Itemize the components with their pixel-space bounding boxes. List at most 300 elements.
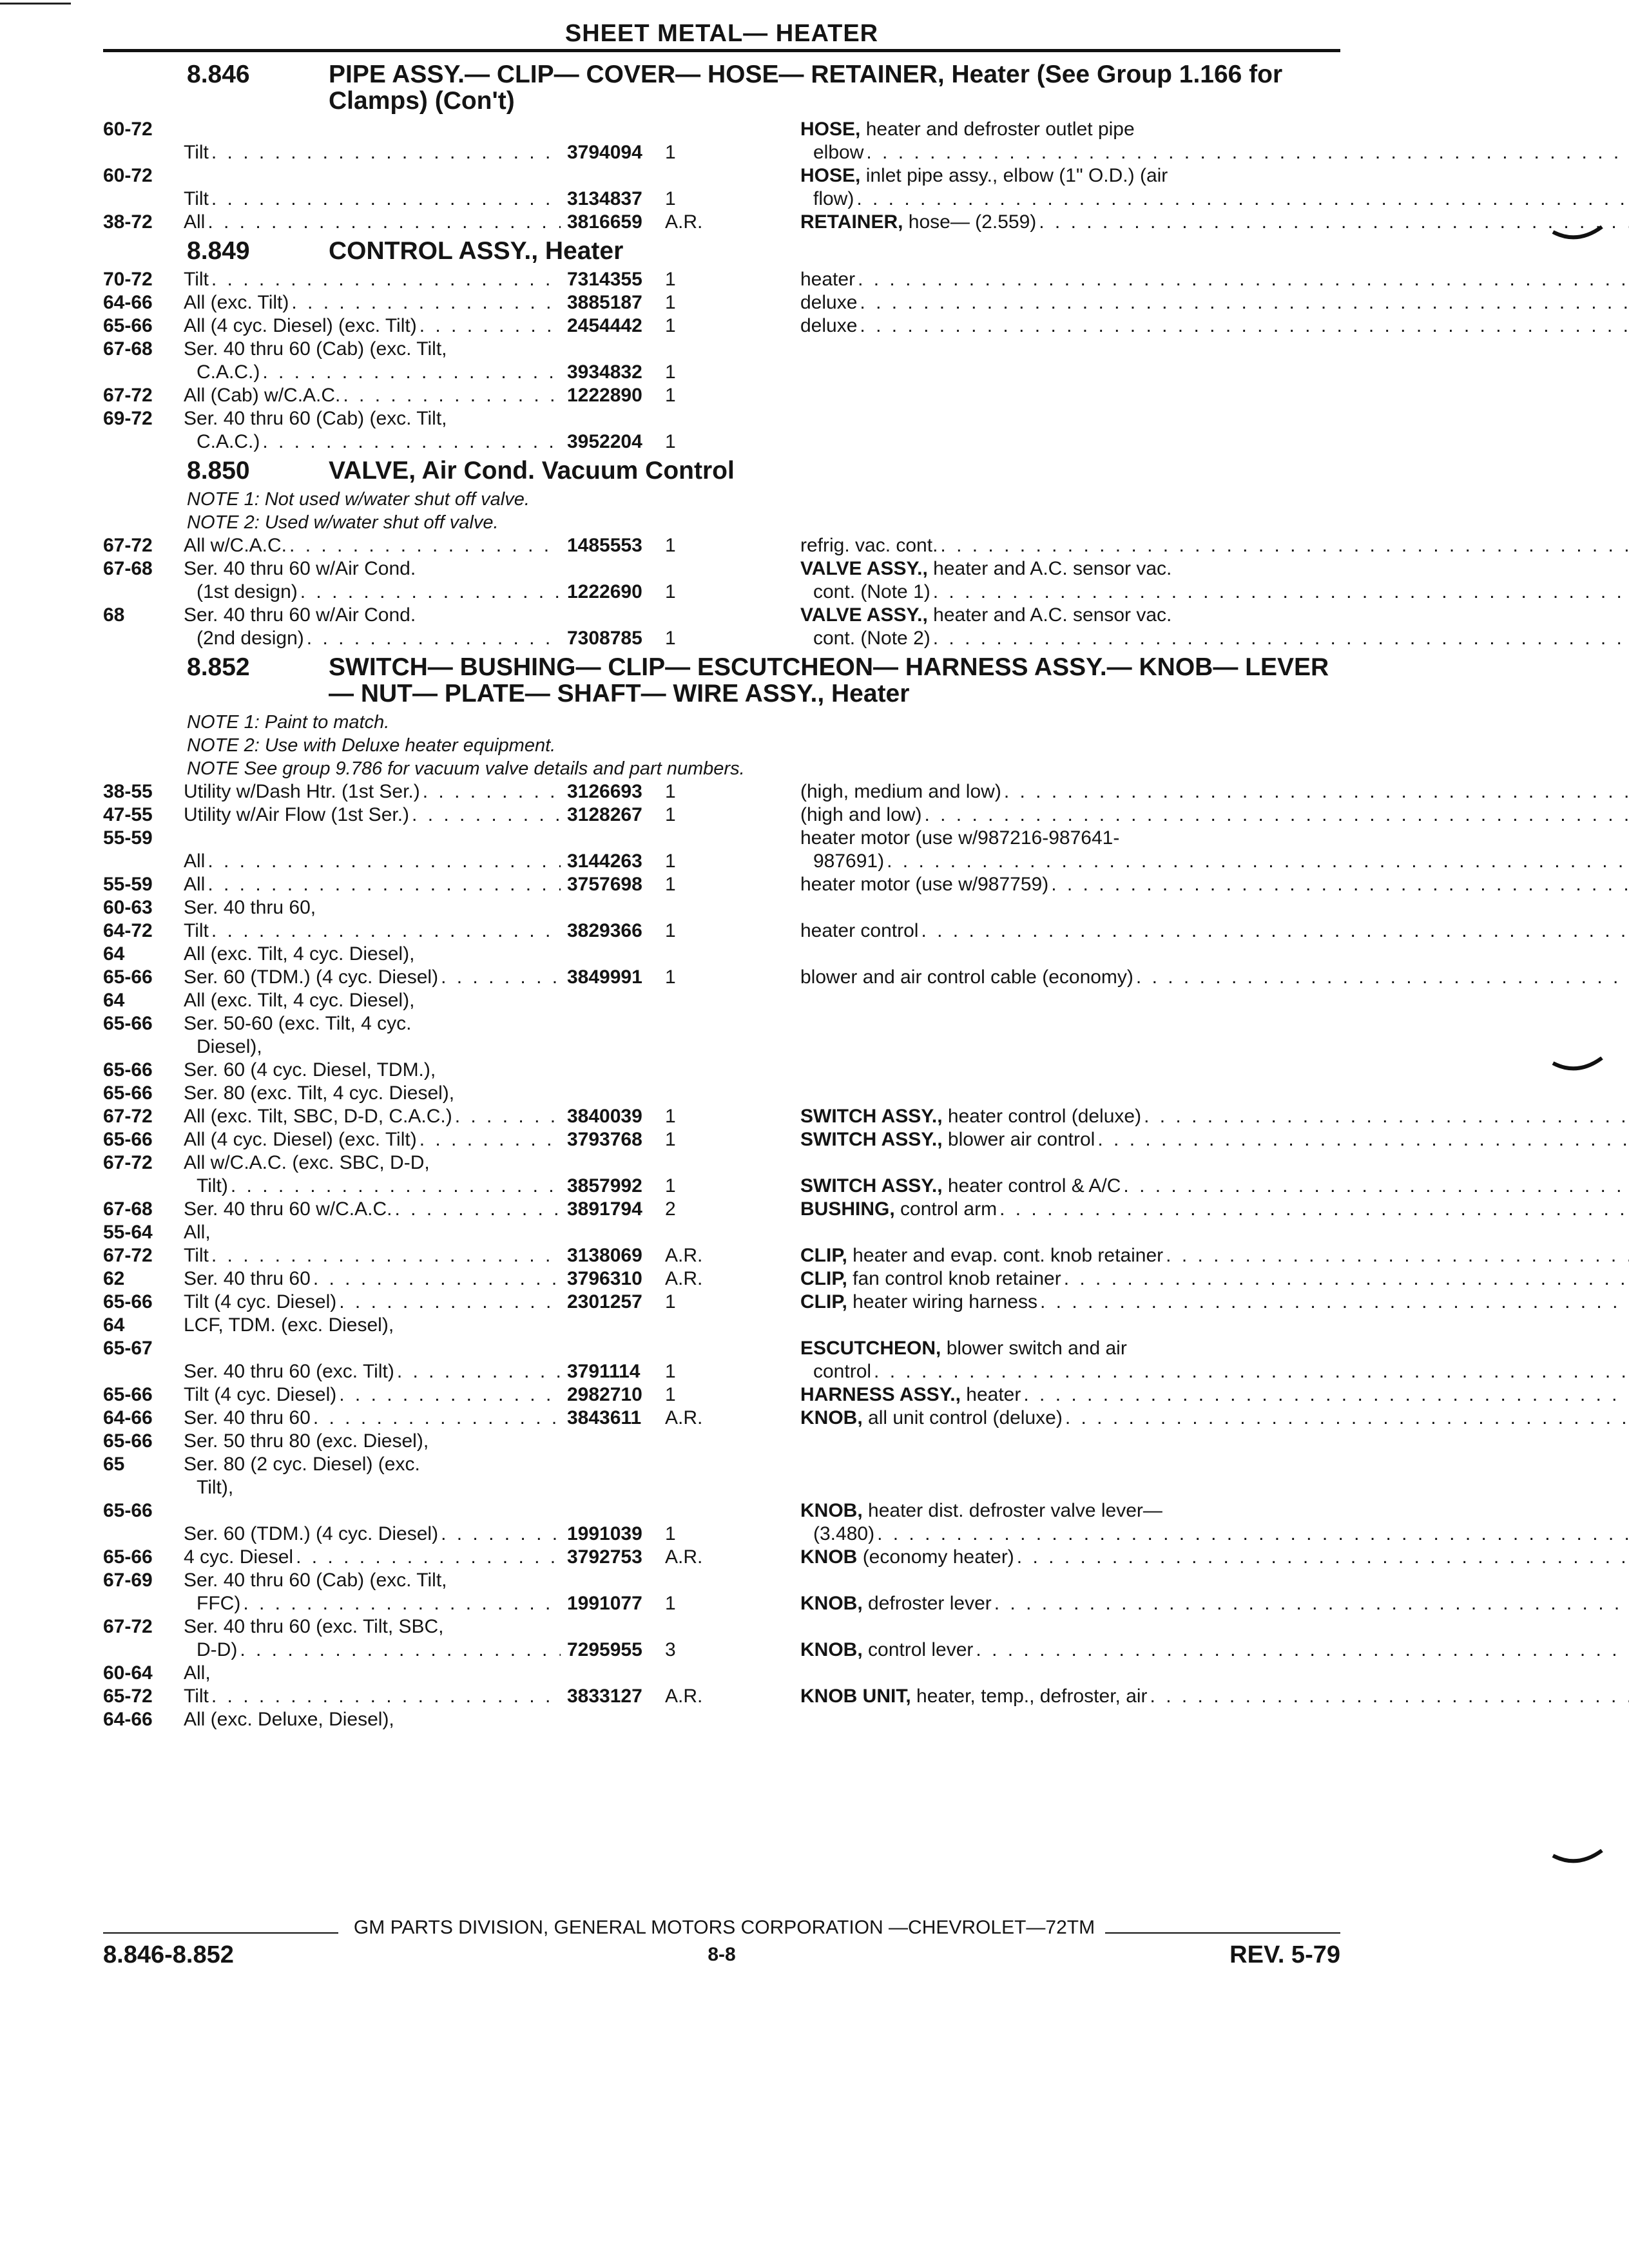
quantity: 1 <box>665 315 676 336</box>
description-text <box>800 1128 1095 1151</box>
part-number: 3833127 <box>567 1686 642 1707</box>
quantity: 3 <box>665 1639 676 1660</box>
part-number: 1991077 <box>567 1593 642 1614</box>
dot-leader <box>394 1198 561 1221</box>
model-line <box>184 966 561 989</box>
model-applicability <box>184 1685 567 1708</box>
model-applicability <box>184 803 567 827</box>
model-applicability <box>184 1546 567 1569</box>
model-text: Tilt) <box>197 1175 228 1196</box>
model-text: Ser. 60 (TDM.) (4 cyc. Diesel) <box>184 1523 439 1544</box>
section-8-849 <box>103 238 1340 454</box>
description-body: heater control <box>800 920 919 941</box>
model-text: Ser. 40 thru 60 (exc. Tilt) <box>184 1361 394 1382</box>
description-body: control lever <box>868 1639 974 1660</box>
part-row <box>103 1267 1340 1291</box>
part-row <box>103 1198 1340 1221</box>
quantity: 1 <box>665 581 676 602</box>
model-line <box>184 1059 561 1082</box>
part-number: 3849991 <box>567 966 642 988</box>
description-text <box>800 1499 1162 1523</box>
model-line <box>184 850 561 873</box>
dot-leader <box>262 430 561 454</box>
model-line <box>184 1662 561 1685</box>
description-title: CLIP, <box>800 1268 847 1289</box>
model-years: 67-72 <box>103 1152 153 1173</box>
part-description <box>800 1267 1629 1291</box>
model-applicability <box>184 187 567 211</box>
model-years: 65-66 <box>103 1291 153 1312</box>
description-body: control <box>813 1361 872 1382</box>
quantity: A.R. <box>665 1407 703 1428</box>
description-title: KNOB, <box>800 1593 863 1614</box>
model-text: (2nd design) <box>197 628 304 649</box>
section-8-846 <box>103 61 1340 234</box>
part-number: 3891794 <box>567 1198 642 1220</box>
description-text <box>800 291 857 314</box>
description-text <box>800 118 1135 141</box>
quantity: 1 <box>665 1175 676 1196</box>
margin-mark-2 <box>1552 1057 1603 1071</box>
description-body: blower air control <box>947 1129 1095 1150</box>
description-text <box>800 780 1001 803</box>
model-applicability <box>184 873 567 896</box>
model-line <box>184 141 561 164</box>
description-text <box>800 604 1171 627</box>
margin-mark-3 <box>1552 1849 1603 1863</box>
description-text <box>800 164 1168 187</box>
dot-leader <box>211 1685 561 1708</box>
quantity: 1 <box>665 142 676 163</box>
model-applicability <box>184 407 567 454</box>
part-row <box>103 989 1340 1012</box>
model-applicability <box>184 780 567 803</box>
dot-leader <box>933 581 1629 604</box>
model-text: D-D) <box>197 1639 238 1660</box>
description-line <box>800 1105 1629 1128</box>
dot-leader <box>866 141 1629 164</box>
description-text <box>800 557 1171 581</box>
description-text <box>800 1685 1148 1708</box>
part-number: 3134837 <box>567 188 642 209</box>
part-number: 2301257 <box>567 1291 642 1312</box>
dot-leader <box>339 1291 561 1314</box>
part-row <box>103 1662 1340 1685</box>
description-body: defroster lever <box>868 1593 992 1614</box>
description-text <box>800 1244 1163 1267</box>
part-row <box>103 1430 1340 1453</box>
model-text: Tilt <box>184 142 209 163</box>
part-number: 3816659 <box>567 211 642 233</box>
description-text <box>800 919 918 943</box>
footer-publisher: GM PARTS DIVISION, GENERAL MOTORS CORPORATION —CHEVROLET—72TM <box>353 1917 1095 1938</box>
model-years: 64 <box>103 1314 125 1336</box>
model-applicability <box>184 1360 567 1383</box>
part-row <box>103 1337 1340 1383</box>
dot-leader <box>1017 1546 1629 1569</box>
dot-leader <box>1136 966 1629 989</box>
section-note: NOTE See group 9.786 for vacuum valve details and part numbers. <box>187 758 745 779</box>
model-text: All w/C.A.C. (exc. SBC, D-D, <box>184 1152 430 1173</box>
description-text <box>800 534 938 557</box>
part-row <box>103 803 1340 827</box>
dot-leader <box>921 919 1629 943</box>
model-years: 65-72 <box>103 1686 153 1707</box>
model-applicability <box>184 989 567 1012</box>
dot-leader <box>262 361 561 384</box>
model-line <box>184 291 561 314</box>
top-margin-rule <box>0 3 71 5</box>
part-row <box>103 604 1340 650</box>
dot-leader <box>860 314 1629 338</box>
description-line <box>800 187 1629 211</box>
model-applicability <box>184 1383 567 1407</box>
description-body: heater, temp., defroster, air <box>916 1686 1148 1707</box>
model-years: 69-72 <box>103 408 153 429</box>
catalog-page <box>103 19 1340 1735</box>
model-line <box>184 1151 561 1175</box>
model-years: 67-68 <box>103 1198 153 1220</box>
model-text: Ser. 40 thru 60 (Cab) (exc. Tilt, <box>184 408 447 429</box>
part-row <box>103 1128 1340 1151</box>
model-applicability <box>184 1059 567 1082</box>
model-applicability <box>184 1198 567 1221</box>
dot-leader <box>1123 1175 1629 1198</box>
model-applicability <box>184 896 567 919</box>
dot-leader <box>412 803 561 827</box>
model-text: Ser. 60 (4 cyc. Diesel, TDM.), <box>184 1059 436 1081</box>
model-line <box>184 534 561 557</box>
dot-leader <box>289 534 561 557</box>
dot-leader <box>419 1128 561 1151</box>
description-line <box>800 1407 1629 1430</box>
description-line <box>800 118 1629 141</box>
description-text <box>800 1383 1021 1407</box>
model-text: All <box>184 211 206 233</box>
part-row <box>103 1314 1340 1337</box>
model-text: Diesel), <box>197 1036 262 1057</box>
description-title: HOSE, <box>800 119 861 140</box>
model-text: Ser. 40 thru 60 w/C.A.C. <box>184 1198 392 1220</box>
model-years: 62 <box>103 1268 125 1289</box>
model-line <box>184 557 561 581</box>
dot-leader <box>211 919 561 943</box>
part-number: 3792753 <box>567 1546 642 1568</box>
dot-leader <box>1097 1128 1629 1151</box>
quantity: A.R. <box>665 1245 703 1266</box>
description-line <box>800 557 1629 581</box>
part-row <box>103 557 1340 604</box>
model-applicability <box>184 557 567 604</box>
part-description <box>800 1337 1629 1383</box>
part-row <box>103 1383 1340 1407</box>
part-description <box>800 314 1629 338</box>
part-row <box>103 1151 1340 1198</box>
part-row <box>103 896 1340 919</box>
model-line <box>184 1105 561 1128</box>
model-applicability <box>184 1221 567 1244</box>
model-applicability <box>184 1314 567 1337</box>
quantity: 1 <box>665 628 676 649</box>
description-text <box>800 1291 1037 1314</box>
model-applicability <box>184 1430 567 1453</box>
model-years: 67-72 <box>103 1106 153 1127</box>
model-text: Tilt (4 cyc. Diesel) <box>184 1384 337 1405</box>
quantity: 1 <box>665 188 676 209</box>
part-row <box>103 1499 1340 1546</box>
quantity: 1 <box>665 1523 676 1544</box>
part-row <box>103 118 1340 164</box>
model-years: 47-55 <box>103 804 153 825</box>
description-line <box>800 966 1629 989</box>
description-line <box>800 314 1629 338</box>
part-number: 3794094 <box>567 142 642 163</box>
description-body: blower and air control cable (economy) <box>800 966 1133 988</box>
footer-bottom <box>103 1941 1340 1970</box>
model-line <box>184 1476 561 1499</box>
footer-group-range: 8.846-8.852 <box>103 1941 234 1968</box>
part-description <box>800 1685 1629 1708</box>
model-line <box>184 1221 561 1244</box>
description-body: hose— (2.559) <box>908 211 1037 233</box>
dot-leader <box>211 141 561 164</box>
part-description <box>800 919 1629 943</box>
model-line <box>184 1267 561 1291</box>
description-line <box>800 1175 1629 1198</box>
dot-leader <box>207 873 561 896</box>
dot-leader <box>994 1592 1629 1615</box>
model-text: FFC) <box>197 1593 241 1614</box>
dot-leader <box>339 1383 561 1407</box>
description-line <box>800 827 1629 850</box>
description-title: KNOB, <box>800 1639 863 1660</box>
dot-leader <box>207 850 561 873</box>
part-row <box>103 1569 1340 1615</box>
model-text: Tilt), <box>197 1477 234 1498</box>
dot-leader <box>858 268 1629 291</box>
model-years: 64 <box>103 990 125 1011</box>
description-body: heater and A.C. sensor vac. <box>933 604 1172 626</box>
description-body: refrig. vac. cont. <box>800 535 938 556</box>
model-text: Ser. 80 (2 cyc. Diesel) (exc. <box>184 1454 420 1475</box>
model-line <box>184 1082 561 1105</box>
model-years: 64-66 <box>103 292 153 313</box>
footer-page-number: 8-8 <box>708 1944 736 1965</box>
model-years: 55-64 <box>103 1222 153 1243</box>
model-line <box>184 211 561 234</box>
part-description <box>800 1105 1629 1128</box>
part-description <box>800 268 1629 291</box>
dot-leader <box>1150 1685 1629 1708</box>
part-number: 3885187 <box>567 292 642 313</box>
model-years: 65-67 <box>103 1338 153 1359</box>
model-years: 64 <box>103 943 125 965</box>
description-line <box>800 803 1629 827</box>
part-number: 3829366 <box>567 920 642 941</box>
section-note: NOTE 1: Not used w/water shut off valve. <box>187 489 530 510</box>
description-body: control arm <box>900 1198 998 1220</box>
description-line <box>800 291 1629 314</box>
part-row <box>103 1082 1340 1105</box>
model-line <box>184 1314 561 1337</box>
page-header-title: SHEET METAL— HEATER <box>564 20 879 47</box>
model-applicability <box>184 1708 567 1731</box>
model-applicability <box>184 1267 567 1291</box>
dot-leader <box>300 581 561 604</box>
model-line <box>184 1569 561 1592</box>
model-line <box>184 873 561 896</box>
margin-mark-1 <box>1552 226 1603 240</box>
description-title: ESCUTCHEON, <box>800 1338 941 1359</box>
model-line <box>184 1685 561 1708</box>
part-number: 3934832 <box>567 361 642 383</box>
part-number: 3144263 <box>567 850 642 872</box>
part-description <box>800 604 1629 650</box>
dot-leader <box>1144 1105 1629 1128</box>
quantity: 1 <box>665 385 676 406</box>
model-text: All (4 cyc. Diesel) (exc. Tilt) <box>184 1129 417 1150</box>
header-rule <box>103 49 1340 52</box>
description-line <box>800 1639 1629 1662</box>
part-description <box>800 557 1629 604</box>
model-text: Tilt <box>184 920 209 941</box>
description-line <box>800 1592 1629 1615</box>
description-text <box>800 1639 973 1662</box>
part-row <box>103 291 1340 314</box>
part-number: 3796310 <box>567 1268 642 1289</box>
model-applicability <box>184 1128 567 1151</box>
quantity: 2 <box>665 1198 676 1220</box>
part-row <box>103 268 1340 291</box>
model-line <box>184 1198 561 1221</box>
part-number: 3857992 <box>567 1175 642 1196</box>
model-line <box>184 187 561 211</box>
dot-leader <box>1065 1407 1629 1430</box>
model-text: LCF, TDM. (exc. Diesel), <box>184 1314 394 1336</box>
dot-leader <box>860 291 1629 314</box>
model-years: 55-59 <box>103 874 153 895</box>
description-body: deluxe <box>800 315 858 336</box>
dot-leader <box>296 1546 561 1569</box>
part-description <box>800 1383 1629 1407</box>
model-text: Ser. 40 thru 60 <box>184 1268 311 1289</box>
description-body: heater control & A/C <box>947 1175 1121 1196</box>
model-text: Ser. 60 (TDM.) (4 cyc. Diesel) <box>184 966 439 988</box>
model-line <box>184 1546 561 1569</box>
dot-leader <box>1004 780 1629 803</box>
model-line <box>184 407 561 430</box>
part-number: 7308785 <box>567 628 642 649</box>
part-description <box>800 1175 1629 1198</box>
model-text: All (exc. Tilt, 4 cyc. Diesel), <box>184 943 415 965</box>
description-text <box>800 873 1048 896</box>
dot-leader <box>419 314 561 338</box>
description-body: heater motor (use w/987759) <box>800 874 1049 895</box>
dot-leader <box>455 1105 561 1128</box>
quantity: A.R. <box>665 1546 703 1568</box>
section-title: SWITCH— BUSHING— CLIP— ESCUTCHEON— HARNESS ASSY.— KNOB— LEVER— NUT— PLATE— SHAFT— WIRE ASSY., Heater <box>329 653 1329 707</box>
model-applicability <box>184 1407 567 1430</box>
description-text <box>800 1198 997 1221</box>
description-body: flow) <box>813 188 854 209</box>
model-line <box>184 1639 561 1662</box>
part-row <box>103 1059 1340 1082</box>
dot-leader <box>240 1639 561 1662</box>
model-years: 65-66 <box>103 1384 153 1405</box>
model-text: Utility w/Air Flow (1st Ser.) <box>184 804 410 825</box>
description-text <box>800 1337 1127 1360</box>
part-row <box>103 1453 1340 1499</box>
model-text: C.A.C.) <box>197 431 260 452</box>
section-note: NOTE 1: Paint to match. <box>187 712 390 733</box>
dot-leader <box>976 1639 1629 1662</box>
model-line <box>184 1128 561 1151</box>
quantity: 1 <box>665 292 676 313</box>
description-body: heater and evap. cont. knob retainer <box>853 1245 1164 1266</box>
dot-leader <box>1040 1291 1629 1314</box>
dot-leader <box>1039 211 1629 234</box>
description-text <box>800 1267 1061 1291</box>
dot-leader <box>887 850 1629 873</box>
description-text <box>800 803 921 827</box>
model-line <box>184 384 561 407</box>
description-line <box>800 873 1629 896</box>
model-line <box>184 1291 561 1314</box>
model-applicability <box>184 1244 567 1267</box>
part-row <box>103 314 1340 338</box>
dot-leader <box>291 291 561 314</box>
description-title: KNOB, <box>800 1500 863 1521</box>
part-number: 7314355 <box>567 269 642 290</box>
description-line <box>800 211 1629 234</box>
part-description <box>800 291 1629 314</box>
model-applicability <box>184 1662 567 1685</box>
section-title: VALVE, Air Cond. Vacuum Control <box>329 457 735 485</box>
part-row <box>103 1291 1340 1314</box>
quantity: 1 <box>665 920 676 941</box>
description-line <box>800 1523 1629 1546</box>
description-title: BUSHING, <box>800 1198 895 1220</box>
model-text: C.A.C.) <box>197 361 260 383</box>
part-description <box>800 534 1629 557</box>
model-years: 65-66 <box>103 1059 153 1081</box>
description-body: heater and defroster outlet pipe <box>865 119 1135 140</box>
model-applicability <box>184 1012 567 1059</box>
model-line <box>184 1430 561 1453</box>
model-years: 67-68 <box>103 338 153 360</box>
model-text: All <box>184 874 206 895</box>
footer-rule-right <box>1105 1932 1340 1934</box>
description-line <box>800 604 1629 627</box>
model-line <box>184 1175 561 1198</box>
model-applicability <box>184 141 567 164</box>
dot-leader <box>211 1244 561 1267</box>
description-title: VALVE ASSY., <box>800 604 928 626</box>
model-years: 64-66 <box>103 1709 153 1730</box>
part-row <box>103 338 1340 384</box>
description-text <box>800 827 1119 850</box>
description-body: blower switch and air <box>946 1338 1127 1359</box>
description-text <box>800 1592 992 1615</box>
description-body: cont. (Note 2) <box>813 628 930 649</box>
section-title: CONTROL ASSY., Heater <box>329 237 624 265</box>
description-line <box>800 268 1629 291</box>
model-years: 65-66 <box>103 1500 153 1521</box>
part-row <box>103 1244 1340 1267</box>
part-row <box>103 211 1340 234</box>
description-body: inlet pipe assy., elbow (1" O.D.) (air <box>865 165 1168 186</box>
description-body: all unit control (deluxe) <box>868 1407 1063 1428</box>
